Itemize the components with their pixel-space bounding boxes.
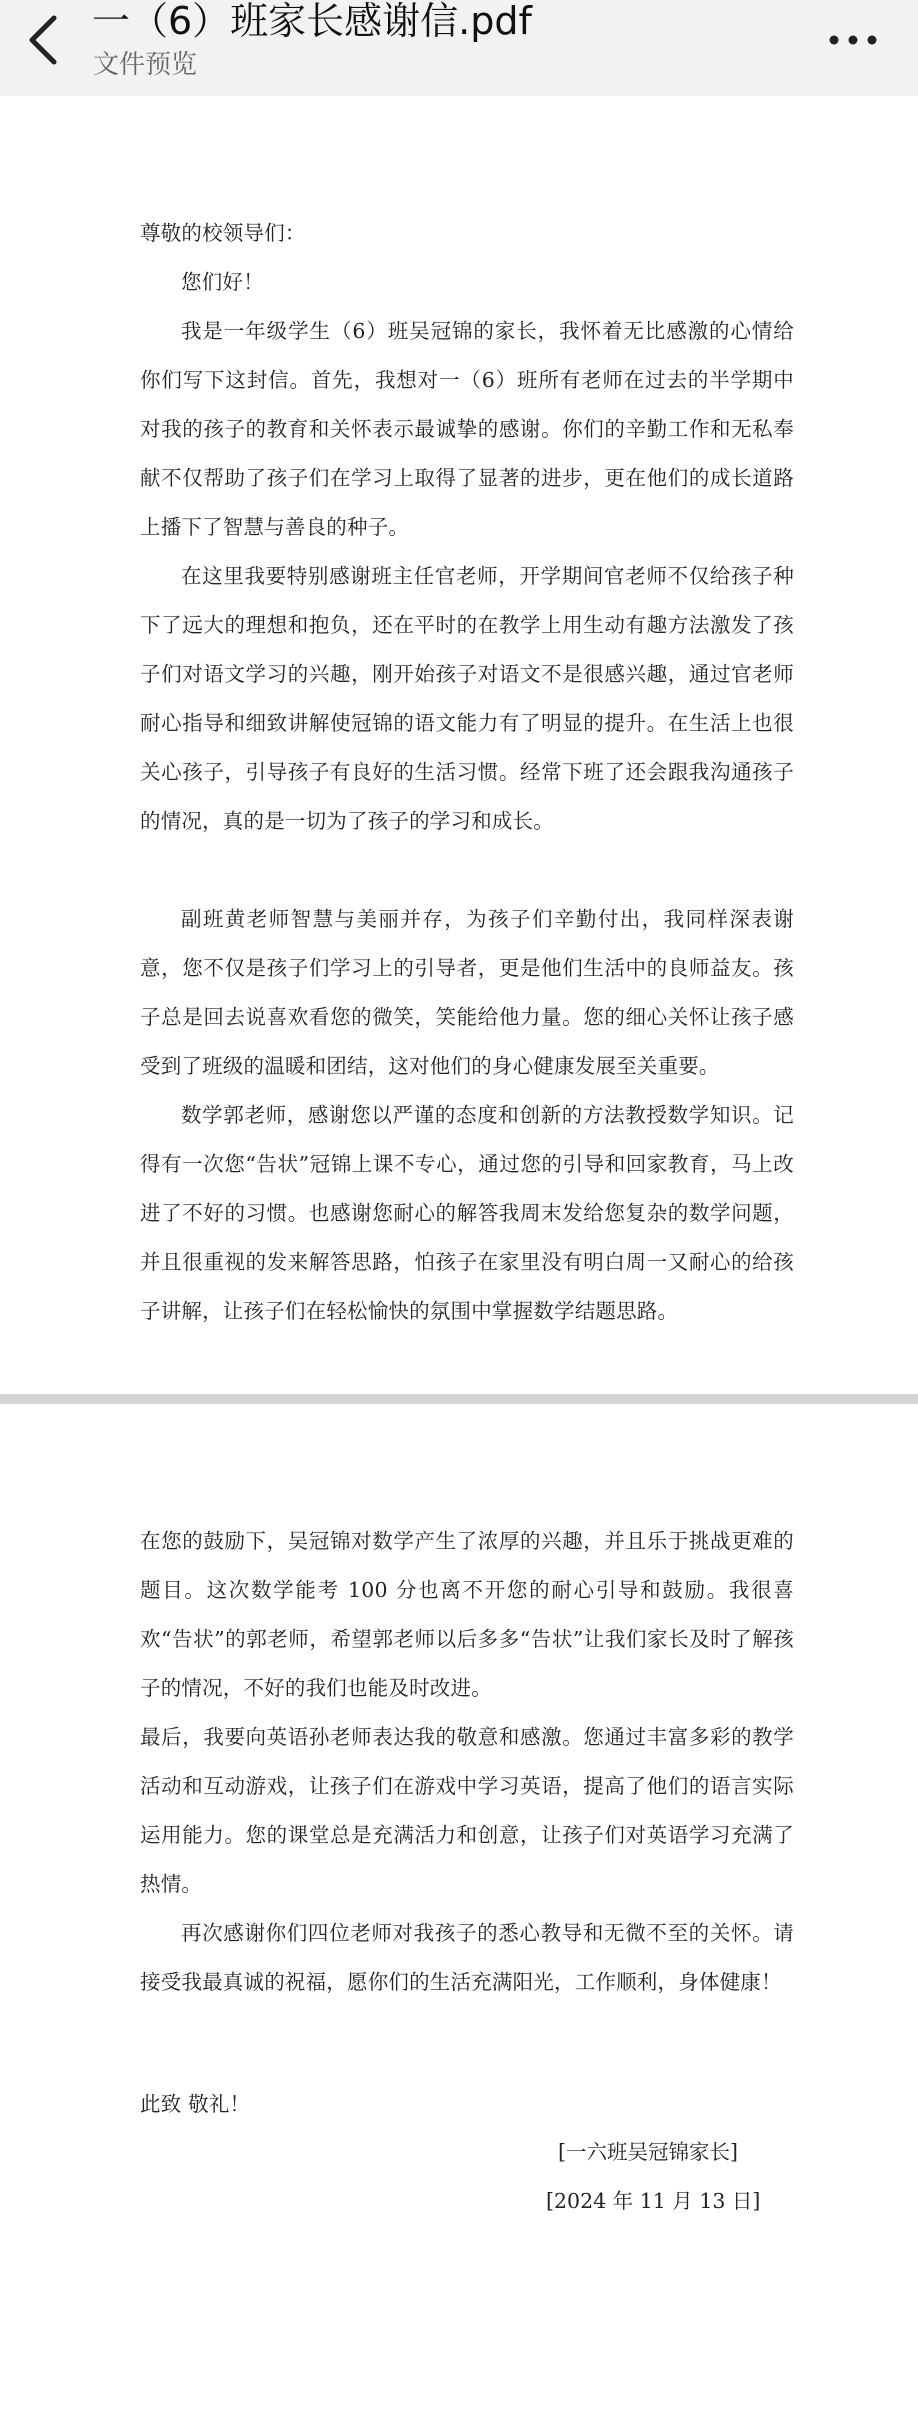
letter-paragraph-7: 再次感谢你们四位老师对我孩子的悉心教导和无微不至的关怀。请接受我最真诚的祝福，愿你们的生活充满阳光，工作顺利，身体健康！	[140, 1921, 794, 1994]
more-horizontal-icon	[818, 18, 888, 62]
page-divider	[0, 1394, 918, 1404]
letter-signature: [一六班吴冠锦家长]	[558, 2140, 738, 2164]
letter-paragraph-3: 副班黄老师智慧与美丽并存，为孩子们辛勤付出，我同样深表谢意，您不仅是孩子们学习上的引导者，更是他们生活中的良师益友。孩子总是回去说喜欢看您的微笑，笑能给他力量。您的细心关怀让孩子感受到了班级的温暖和团结，这对他们的身心健康发展至关重要。	[140, 907, 794, 1078]
file-preview-label: 文件预览	[93, 50, 198, 80]
letter-paragraph-1: 我是一年级学生（6）班吴冠锦的家长，我怀着无比感激的心情给你们写下这封信。首先，我想对一（6）班所有老师在过去的半学期中对我的孩子的教育和关怀表示最诚挚的感谢。你们的辛勤工作和无私奉献不仅帮助了孩子们在学习上取得了显著的进步，更在他们的成长道路上播下了智慧与善良的种子。	[140, 319, 794, 539]
app-header	[0, 0, 918, 96]
back-button[interactable]	[20, 10, 70, 70]
letter-salutation: 尊敬的校领导们：	[140, 221, 306, 245]
letter-paragraph-2: 在这里我要特别感谢班主任官老师，开学期间官老师不仅给孩子种下了远大的理想和抱负，还在平时的在教学上用生动有趣方法激发了孩子们对语文学习的兴趣，刚开始孩子对语文不是很感兴趣，通过官老师耐心指导和细致讲解使冠锦的语文能力有了明显的提升。在生活上也很关心孩子，引导孩子有良好的生活习惯。经常下班了还会跟我沟通孩子的情况，真的是一切为了孩子的学习和成长。	[140, 564, 794, 833]
pdf-page-1	[0, 96, 918, 1394]
letter-greeting: 您们好！	[181, 270, 264, 294]
letter-closing: 此致 敬礼！	[140, 2092, 251, 2116]
letter-paragraph-5: 在您的鼓励下，吴冠锦对数学产生了浓厚的兴趣，并且乐于挑战更难的题目。这次数学能考 100 分也离不开您的耐心引导和鼓励。我很喜欢“告状”的郭老师，希望郭老师以后多多“告状”让我们家长及时了解孩子的情况，不好的我们也能及时改进。	[140, 1529, 794, 1700]
letter-date: [2024 年 11 月 13 日]	[546, 2189, 761, 2213]
pdf-page-2	[0, 1404, 918, 2419]
letter-paragraph-6: 最后，我要向英语孙老师表达我的敬意和感激。您通过丰富多彩的教学活动和互动游戏，让孩子们在游戏中学习英语，提高了他们的语言实际运用能力。您的课堂总是充满活力和创意，让孩子们对英语学习充满了热情。	[140, 1725, 794, 1896]
letter-paragraph-4: 数学郭老师，感谢您以严谨的态度和创新的方法教授数学知识。记得有一次您“告状”冠锦上课不专心，通过您的引导和回家教育，马上改进了不好的习惯。也感谢您耐心的解答我周末发给您复杂的数学问题，并且很重视的发来解答思路，怕孩子在家里没有明白周一又耐心的给孩子讲解，让孩子们在轻松愉快的氛围中掌握数学结题思路。	[140, 1103, 794, 1323]
chevron-left-icon	[20, 10, 70, 70]
file-title: 一（6）班家长感谢信.pdf	[92, 0, 532, 43]
more-options-button[interactable]	[818, 18, 888, 62]
